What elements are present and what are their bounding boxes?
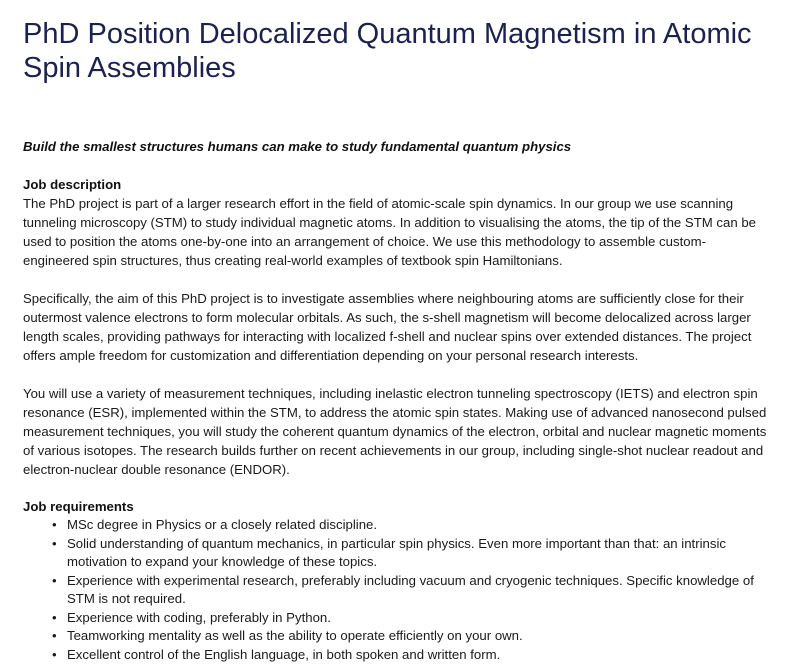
job-description-heading: Job description bbox=[23, 177, 122, 192]
requirement-text: Teamworking mentality as well as the ability to operate efficiently on your own. bbox=[67, 628, 523, 643]
requirement-text: MSc degree in Physics or a closely related discipline. bbox=[67, 517, 378, 532]
list-item bbox=[52, 627, 768, 646]
bullet-icon: • bbox=[52, 609, 57, 625]
requirement-text: Experience with coding, preferably in Python. bbox=[67, 609, 331, 625]
bullet-icon: • bbox=[52, 535, 57, 551]
list-item bbox=[52, 572, 768, 609]
tagline: Build the smallest structures humans can make to study fundamental quantum physics bbox=[23, 139, 572, 154]
job-posting bbox=[23, 0, 768, 664]
bullet-icon: • bbox=[52, 517, 57, 532]
requirement-text: Experience with experimental research, preferably including vacuum and cryogenic techniques. Specific knowledge of STM is not required. bbox=[67, 572, 754, 606]
list-item bbox=[52, 516, 768, 535]
bullet-icon: • bbox=[52, 646, 57, 662]
job-description-paragraph-2: Specifically, the aim of this PhD project is to investigate assemblies where neighbouring atoms are sufficiently close for their outermost valence electrons to form molecular orbitals. As such, the s-shell magnetism will become delocalized across larger length scales, providing pathways for interacting with localized f-shell and nuclear spins over extended distances. The project offers ample freedom for customization and differentiation depending on your personal research interests. bbox=[23, 291, 752, 363]
job-requirements-section bbox=[23, 497, 768, 664]
job-description-paragraph-1: The PhD project is part of a larger research effort in the field of atomic-scale spin dynamics. In our group we use scanning tunneling microscopy (STM) to study individual magnetic atoms. In addition to visualising the atoms, the tip of the STM can be used to position the atoms one-by-one into an arrangement of choice. We use this methodology to assemble custom-engineered spin structures, thus creating real-world examples of textbook spin Hamiltonians. bbox=[23, 196, 756, 268]
requirement-text: Excellent control of the English language, in both spoken and written form. bbox=[67, 646, 501, 662]
bullet-icon: • bbox=[52, 572, 57, 588]
list-item bbox=[52, 535, 768, 572]
job-requirements-heading: Job requirements bbox=[23, 499, 134, 514]
requirements-list bbox=[23, 516, 768, 664]
job-description-paragraph-3: You will use a variety of measurement techniques, including inelastic electron tunneling spectroscopy (IETS) and electron spin resonance (ESR), implemented within the STM, to address the atomic spin states. Making use of advanced nanosecond pulsed measurement techniques, you will study the coherent quantum dynamics of the electron, orbital and nuclear magnetic moments of various isotopes. The research builds further on recent achievements in our group, including single-shot nuclear readout and electron-nuclear double resonance (ENDOR). bbox=[23, 386, 767, 477]
list-item bbox=[52, 609, 768, 628]
list-item bbox=[52, 646, 768, 665]
job-description-section bbox=[23, 175, 768, 479]
bullet-icon: • bbox=[52, 628, 57, 643]
requirement-text: Solid understanding of quantum mechanics, in particular spin physics. Even more important than that: an intrinsic motivation to expand your knowledge of these topics. bbox=[67, 535, 726, 569]
page-title: PhD Position Delocalized Quantum Magnetism in Atomic Spin Assemblies bbox=[23, 18, 752, 84]
